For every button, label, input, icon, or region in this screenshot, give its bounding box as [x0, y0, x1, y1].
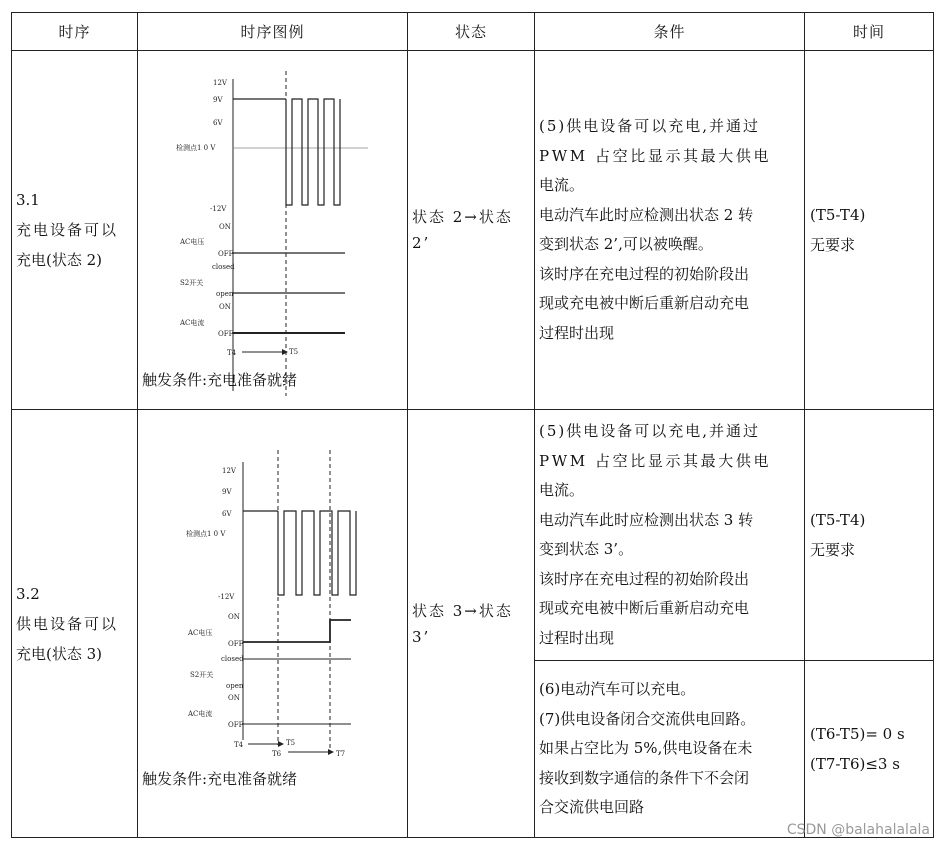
trigger-condition: 触发条件:充电准备就绪	[142, 770, 298, 788]
label-off-2: OFF	[228, 721, 244, 729]
table-row	[12, 51, 934, 410]
condition-line: 接收到数字通信的条件下不会闭	[539, 768, 750, 787]
label-detect: 检测点1 0 V	[176, 144, 216, 152]
label-12v: 12V	[222, 467, 236, 475]
watermark: CSDN @balahalalala	[786, 822, 930, 838]
label-t5: T5	[286, 739, 296, 747]
state-line-1: 状态 2→状态	[412, 208, 513, 226]
label-ac-current: AC电流	[180, 319, 205, 327]
condition-line: (7)供电设备闭合交流供电回路。	[539, 709, 756, 728]
label-9v: 9V	[222, 488, 232, 496]
condition-cell	[535, 51, 805, 410]
state-line-2: 2’	[412, 234, 431, 252]
label-ac-voltage: AC电压	[188, 629, 213, 637]
label-open: open	[216, 290, 234, 298]
time-line-2: 无要求	[810, 236, 856, 254]
sequence-number: 3.1	[16, 191, 40, 209]
time-cell	[805, 410, 934, 661]
label-t7: T7	[336, 750, 346, 758]
condition-line: 电动汽车此时应检测出状态 2 转	[539, 205, 754, 224]
label-on-1: ON	[219, 223, 231, 231]
label-t6: T6	[272, 750, 282, 758]
sequence-title-2: 充电(状态 2)	[16, 251, 103, 269]
time-line-1: (T6-T5)= 0 s	[810, 725, 905, 743]
time-cell	[805, 51, 934, 410]
label-t5: T5	[289, 348, 299, 356]
sequence-cell	[12, 51, 138, 410]
label-on-2: ON	[228, 694, 240, 702]
time-line-2: (T7-T6)≤3 s	[810, 755, 900, 773]
header-time: 时间	[805, 13, 934, 51]
header-diagram: 时序图例	[138, 13, 408, 51]
condition-line: (5)供电设备可以充电,并通过	[539, 422, 761, 440]
timing-table	[11, 12, 934, 838]
time-line-1: (T5-T4)	[810, 511, 866, 529]
header-sequence: 时序	[12, 13, 138, 51]
condition-line: 现或充电被中断后重新启动充电	[539, 294, 750, 312]
sequence-title-1: 供电设备可以	[16, 614, 119, 633]
label-open: open	[226, 682, 244, 690]
condition-line: 过程时出现	[539, 628, 615, 647]
header-condition: 条件	[535, 13, 805, 51]
label-t4: T4	[234, 741, 244, 749]
label-6v: 6V	[213, 119, 223, 127]
condition-line: (6)电动汽车可以充电。	[539, 680, 696, 699]
label-on-2: ON	[219, 303, 231, 311]
condition-line: 该时序在充电过程的初始阶段出	[539, 569, 750, 588]
header-row	[12, 13, 934, 51]
label-off-1: OFF	[228, 640, 244, 648]
time-cell	[805, 661, 934, 838]
condition-line: PWM 占空比显示其最大供电	[539, 146, 772, 165]
condition-line: 现或充电被中断后重新启动充电	[539, 599, 750, 617]
label-9v: 9V	[213, 96, 223, 104]
timing-diagram-3-1	[138, 51, 406, 410]
label-s2-switch: S2开关	[190, 671, 214, 679]
label-s2-switch: S2开关	[180, 279, 204, 287]
condition-line: 电流。	[539, 176, 585, 194]
condition-cell	[535, 661, 805, 838]
condition-line: 合交流供电回路	[539, 798, 645, 817]
sequence-number: 3.2	[16, 584, 40, 603]
condition-line: 如果占空比为 5%,供电设备在未	[539, 739, 753, 758]
time-line-2: 无要求	[810, 541, 856, 559]
label-t4: T4	[227, 349, 237, 357]
sequence-title-1: 充电设备可以	[16, 221, 119, 239]
label-off-2: OFF	[218, 330, 234, 338]
label-ac-current: AC电流	[188, 710, 213, 718]
condition-line: PWM 占空比显示其最大供电	[539, 451, 772, 470]
condition-line: (5)供电设备可以充电,并通过	[539, 117, 761, 135]
label-12v: 12V	[213, 79, 227, 87]
label-off-1: OFF	[218, 250, 234, 258]
label-detect: 检测点1 0 V	[186, 530, 226, 538]
timing-diagram-cell	[138, 410, 408, 838]
state-cell	[408, 410, 535, 838]
condition-line: 变到状态 3’。	[539, 540, 634, 558]
label-minus12v: -12V	[218, 593, 235, 601]
label-minus12v: -12V	[210, 205, 227, 213]
condition-line: 该时序在充电过程的初始阶段出	[539, 264, 750, 283]
label-ac-voltage: AC电压	[180, 238, 205, 246]
trigger-condition: 触发条件:充电准备就绪	[142, 371, 298, 389]
label-closed: closed	[221, 655, 244, 663]
condition-cell	[535, 410, 805, 661]
label-closed: closed	[212, 263, 235, 271]
time-line-1: (T5-T4)	[810, 206, 866, 224]
table-row	[12, 410, 934, 661]
header-state: 状态	[408, 13, 535, 51]
sequence-title-2: 充电(状态 3)	[16, 644, 103, 663]
condition-line: 电动汽车此时应检测出状态 3 转	[539, 510, 754, 529]
condition-line: 变到状态 2’,可以被唤醒。	[539, 235, 713, 253]
condition-line: 过程时出现	[539, 323, 615, 342]
state-line-1: 状态 3→状态	[412, 601, 513, 620]
sequence-cell	[12, 410, 138, 838]
label-on-1: ON	[228, 613, 240, 621]
state-line-2: 3’	[412, 627, 431, 646]
state-cell	[408, 51, 535, 410]
timing-diagram-cell	[138, 51, 408, 410]
label-6v: 6V	[222, 510, 232, 518]
condition-line: 电流。	[539, 481, 585, 499]
